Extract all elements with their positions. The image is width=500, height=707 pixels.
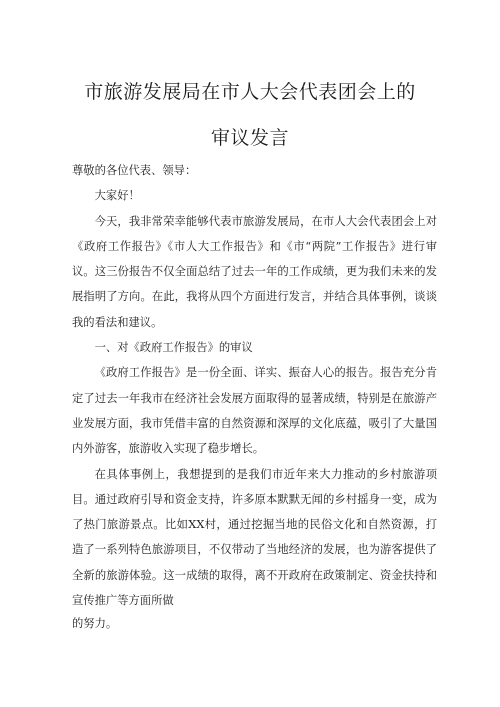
paragraph-rural-tourism-tail: 的努力。 xyxy=(72,617,118,631)
paragraph-intro: 今天，我非常荣幸能够代表市旅游发展局，在市人大会代表团会上对《政府工作报告》《市人大工作报告》和《市“两院”工作报告》进行审议。这三份报告不仅全面总结了过去一年的工作成绩，更为我们未来的发展指明了方向。在此，我将从四个方面进行发言，并结合具体事例，谈谈我的看法和建议。 xyxy=(72,214,437,329)
document-title-line1: 市旅游发展局在市人大会代表团会上的 xyxy=(84,81,416,103)
paragraph-government-report: 《政府工作报告》是一份全面、详实、振奋人心的报告。报告充分肯定了过去一年我市在经济社会发展方面取得的显著成绩，特别是在旅游产业发展方面，我市凭借丰富的自然资源和深厚的文化底蕴，吸引了大量国内外游客，旅游收入实现了稳步增长。 xyxy=(72,366,437,456)
paragraph-rural-tourism: 在具体事例上，我想提到的是我们市近年来大力推动的乡村旅游项目。通过政府引导和资金支持，许多原本默默无闻的乡村摇身一变，成为了热门旅游景点。比如XX村，通过挖掘当地的民俗文化和自然资源，打造了一系列特色旅游项目，不仅带动了当地经济的发展，也为游客提供了全新的旅游体验。这一成绩的取得，离不开政府在政策制定、资金扶持和宣传推广等方面所做 xyxy=(72,467,437,608)
section-heading-1: 一、对《政府工作报告》的审议 xyxy=(94,341,253,355)
document-title-line2: 审议发言 xyxy=(210,127,289,149)
greeting: 大家好！ xyxy=(94,189,140,203)
document-body xyxy=(72,158,437,637)
salutation: 尊敬的各位代表、领导： xyxy=(72,164,197,177)
